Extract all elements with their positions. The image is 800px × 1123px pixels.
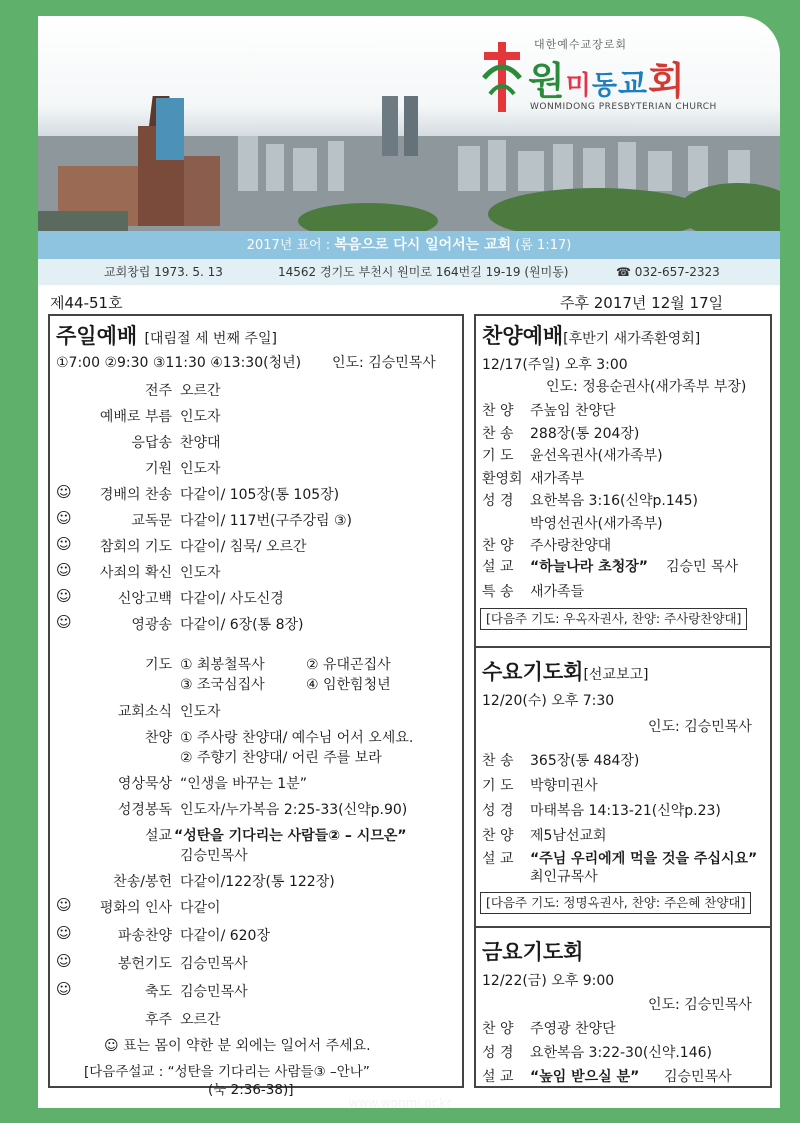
church-logo <box>478 32 758 116</box>
praise-title: 찬양예배[후반기 새가족환영회] <box>482 324 701 348</box>
issue-number: 제44-51호 <box>50 294 123 312</box>
order-value: 365장(통 484장) <box>530 753 640 769</box>
worship-item-value: 다같이/ 105장(통 105장) <box>180 487 340 503</box>
worship-item-value: 다같이/ 6장(통 8장) <box>180 617 304 633</box>
church-skyline-photo <box>38 96 780 231</box>
smiley-icon: ☺ <box>56 535 72 553</box>
address: 14562 경기도 부천시 원미로 164번길 19-19 (원미동) <box>278 265 569 279</box>
order-value: 요한복음 3:16(신약p.145) <box>530 493 699 509</box>
order-label: 찬 송 <box>482 425 514 442</box>
order-label: 성 경 <box>482 493 514 509</box>
order-label: 기 도 <box>482 778 514 794</box>
founded-date: 교회창립 1973. 5. 13 <box>104 265 223 279</box>
bulletin-page <box>38 16 780 1108</box>
sunday-sermon-title: “성탄을 기다리는 사람들② – 시므온” <box>174 828 407 844</box>
sunday-service-box: 주일예배 [대림절 세 번째 주일] ①7:00 ②9:30 ③11:30 ④13:30(청년) 인도: 김승민목사 전주 오르간 예배로 부름 인도자 응답송 찬양대 기원 인도자 ☺ 경배의 찬송 다같이/ 105장(통 105장) ☺ 교독문 다같이/ 117번(구주강림 ③) ☺ 참회의 기도 다같이/ 침묵/ 오르간 ☺ 사죄의 확신 인도자 ☺ 신앙고백 다같이/ 사도신경 ☺ 영광송 다같이/ 6장(통 8장) 기도 ① 최봉철목사 ② 유대곤집사 ③ 조국심집사 ④ 임한힘청년 교회소식 인도자 찬양 ① 주사랑 찬양대/ 예수님 어서 오세요. ② 주향기 찬양대/ 어린 주를 보라 영상묵상 “인생을 바꾸는 1분” 성경봉독 인도자/누가복음 2:25-33(신약p.90) 설교 “성탄을 기다리는 사람들② – 시므온” 김승민목사 찬송/봉헌 다같이/122장(통 122장) ☺ 평화의 인사 다같이 ☺ 파송찬양 다같이/ 620장 ☺ 봉헌기도 김승민목사 ☺ 축도 김승민목사 후주 오르간 ☺ 표는 몸이 약한 분 외에는 일어서 주세요. [다음주설교 : “성탄을 기다리는 사람들③ –안나” (눅 2:36-38)] <box>48 314 464 1088</box>
order-value: 주사랑찬양대 <box>530 538 612 554</box>
order-value: 288장(통 204장) <box>530 425 640 442</box>
worship-item-label: 참회의 기도 <box>99 539 172 555</box>
order-label: 찬 양 <box>482 403 514 419</box>
worship-item-value: 다같이/ 620장 <box>180 928 270 944</box>
worship-item-value: 김승민목사 <box>180 956 248 972</box>
worship-item-label: 경배의 찬송 <box>99 487 172 503</box>
smiley-icon: ☺ <box>56 980 72 998</box>
next-sermon: [다음주설교 : “성탄을 기다리는 사람들③ –안나” <box>84 1064 370 1080</box>
church-info-bar <box>38 259 780 285</box>
worship-item-value: 다같이/ 침묵/ 오르간 <box>180 539 307 555</box>
worship-item-label: 사죄의 확신 <box>99 565 172 581</box>
smiley-icon: ☺ <box>56 952 72 970</box>
smiley-icon: ☺ <box>56 561 72 579</box>
phone: ☎ 032-657-2323 <box>616 265 720 279</box>
wednesday-next-week: [다음주 기도: 정명옥권사, 찬양: 주은혜 찬양대] <box>480 892 751 914</box>
worship-item-label: 평화의 인사 <box>99 900 172 916</box>
worship-item-label: 후주 <box>144 1012 172 1028</box>
praise-sermon-title: “하늘나라 초청장” <box>530 559 648 575</box>
praise-service-box: 찬양예배[후반기 새가족환영회] 12/17(주일) 오후 3:00 인도: 정용순권사(새가족부 부장) 찬 양 주높임 찬양단 찬 송 288장(통 204장) 기 도 윤선옥권사(새가족부) 환영회 새가족부 성 경 요한복음 3:16(신약p.145) 박영선권사(새가족부) 찬 양 주사랑찬양대 설 교 “하늘나라 초청장” 김승민 목사 특 송 새가족들 [다음주 기도: 우옥자권사, 찬양: 주사랑찬양대] <box>474 314 772 650</box>
order-value: 요한복음 3:22-30(신약.146) <box>530 1045 712 1061</box>
order-value: 박영선권사(새가족부) <box>530 515 663 532</box>
order-value: 주영광 찬양단 <box>530 1021 616 1037</box>
bulletin-date: 주후 2017년 12월 17일 <box>560 294 724 312</box>
worship-item-value: 다같이 <box>180 900 221 916</box>
worship-item-label: 예배로 부름 <box>99 409 172 425</box>
worship-item-value: 찬양대 <box>180 435 221 451</box>
worship-item-value: 인도자 <box>180 409 221 425</box>
worship-item-value: 오르간 <box>180 383 221 399</box>
worship-item-label: 영광송 <box>131 617 172 633</box>
order-value: 주높임 찬양단 <box>530 403 616 419</box>
order-label: 성 경 <box>482 803 514 819</box>
smiley-icon: ☺ <box>56 924 72 942</box>
motto-bar: 2017년 표어 : 복음으로 다시 일어서는 교회 (롬 1:17) <box>38 231 780 259</box>
praise-next-week: [다음주 기도: 우옥자권사, 찬양: 주사랑찬양대] <box>480 608 747 630</box>
worship-item-label: 교독문 <box>131 513 172 529</box>
order-label: 찬 양 <box>482 1021 514 1037</box>
worship-item-value: 김승민목사 <box>180 984 248 1000</box>
sunday-title: 주일예배 [대림절 세 번째 주일] <box>56 324 277 348</box>
order-value: 새가족부 <box>530 470 585 487</box>
worship-item-label: 봉헌기도 <box>117 956 172 972</box>
friday-title: 금요기도회 <box>482 940 584 964</box>
church-name-en: WONMIDONG PRESBYTERIAN CHURCH <box>530 102 717 112</box>
smiley-icon: ☺ <box>56 896 72 914</box>
service-times: ①7:00 ②9:30 ③11:30 ④13:30(청년) <box>56 355 302 371</box>
stand-note: ☺ 표는 몸이 약한 분 외에는 일어서 주세요. <box>104 1038 371 1054</box>
website-url: www.wonmi.or.kr <box>348 1096 452 1110</box>
order-value: 제5남선교회 <box>530 828 607 844</box>
order-label: 찬 양 <box>482 538 514 554</box>
sunday-leader: 인도: 김승민목사 <box>332 355 436 371</box>
worship-item-label: 축도 <box>144 984 172 1000</box>
order-value: 박향미권사 <box>530 778 598 794</box>
worship-item-value: 다같이/ 사도신경 <box>180 591 284 607</box>
wednesday-title: 수요기도회[선교보고] <box>482 660 649 684</box>
worship-item-label: 파송찬양 <box>117 928 172 944</box>
worship-item-label: 응답송 <box>131 435 172 451</box>
smiley-icon: ☺ <box>56 587 72 605</box>
worship-item-label: 신앙고백 <box>117 591 172 607</box>
worship-item-value: 다같이/ 117번(구주강림 ③) <box>180 513 353 529</box>
motto: 복음으로 다시 일어서는 교회 <box>334 237 512 253</box>
smiley-icon: ☺ <box>56 483 72 501</box>
order-label: 환영회 <box>482 470 523 487</box>
denomination-label: 대한예수교장로회 <box>534 38 628 51</box>
smiley-icon: ☺ <box>56 613 72 631</box>
friday-sermon-title: “높임 받으실 분” <box>530 1069 640 1085</box>
worship-item-label: 전주 <box>144 383 172 399</box>
order-label: 찬 양 <box>482 828 514 844</box>
order-label: 성 경 <box>482 1045 514 1061</box>
header-banner <box>38 16 780 231</box>
friday-service-box: 금요기도회 12/22(금) 오후 9:00 인도: 김승민목사 찬 양 주영광 찬양단 성 경 요한복음 3:22-30(신약.146) 설 교 “높임 받으실 분” 김승민목사 <box>474 926 772 1088</box>
wednesday-sermon-title: “주님 우리에게 먹을 것을 주십시요” <box>530 851 758 867</box>
cross-logo-icon <box>480 38 524 114</box>
worship-item-value: 인도자 <box>180 565 221 581</box>
order-value: 윤선옥권사(새가족부) <box>530 448 663 464</box>
order-value: 마태복음 14:13-21(신약p.23) <box>530 803 721 819</box>
worship-item-value: 오르간 <box>180 1012 221 1028</box>
worship-item-value: 인도자 <box>180 461 221 477</box>
worship-item-label: 기원 <box>144 461 172 477</box>
smiley-icon: ☺ <box>56 509 72 527</box>
order-label: 기 도 <box>482 448 514 464</box>
order-label: 찬 송 <box>482 753 514 769</box>
church-name: 원미동교회 <box>528 59 686 103</box>
wednesday-service-box: 수요기도회[선교보고] 12/20(수) 오후 7:30 인도: 김승민목사 찬 송 365장(통 484장) 기 도 박향미권사 성 경 마태복음 14:13-21(신약p.23) 찬 양 제5남선교회 설 교 “주님 우리에게 먹을 것을 주십시요” 최인규목사 [다음주 기도: 정명옥권사, 찬양: 주은혜 찬양대] <box>474 646 772 928</box>
